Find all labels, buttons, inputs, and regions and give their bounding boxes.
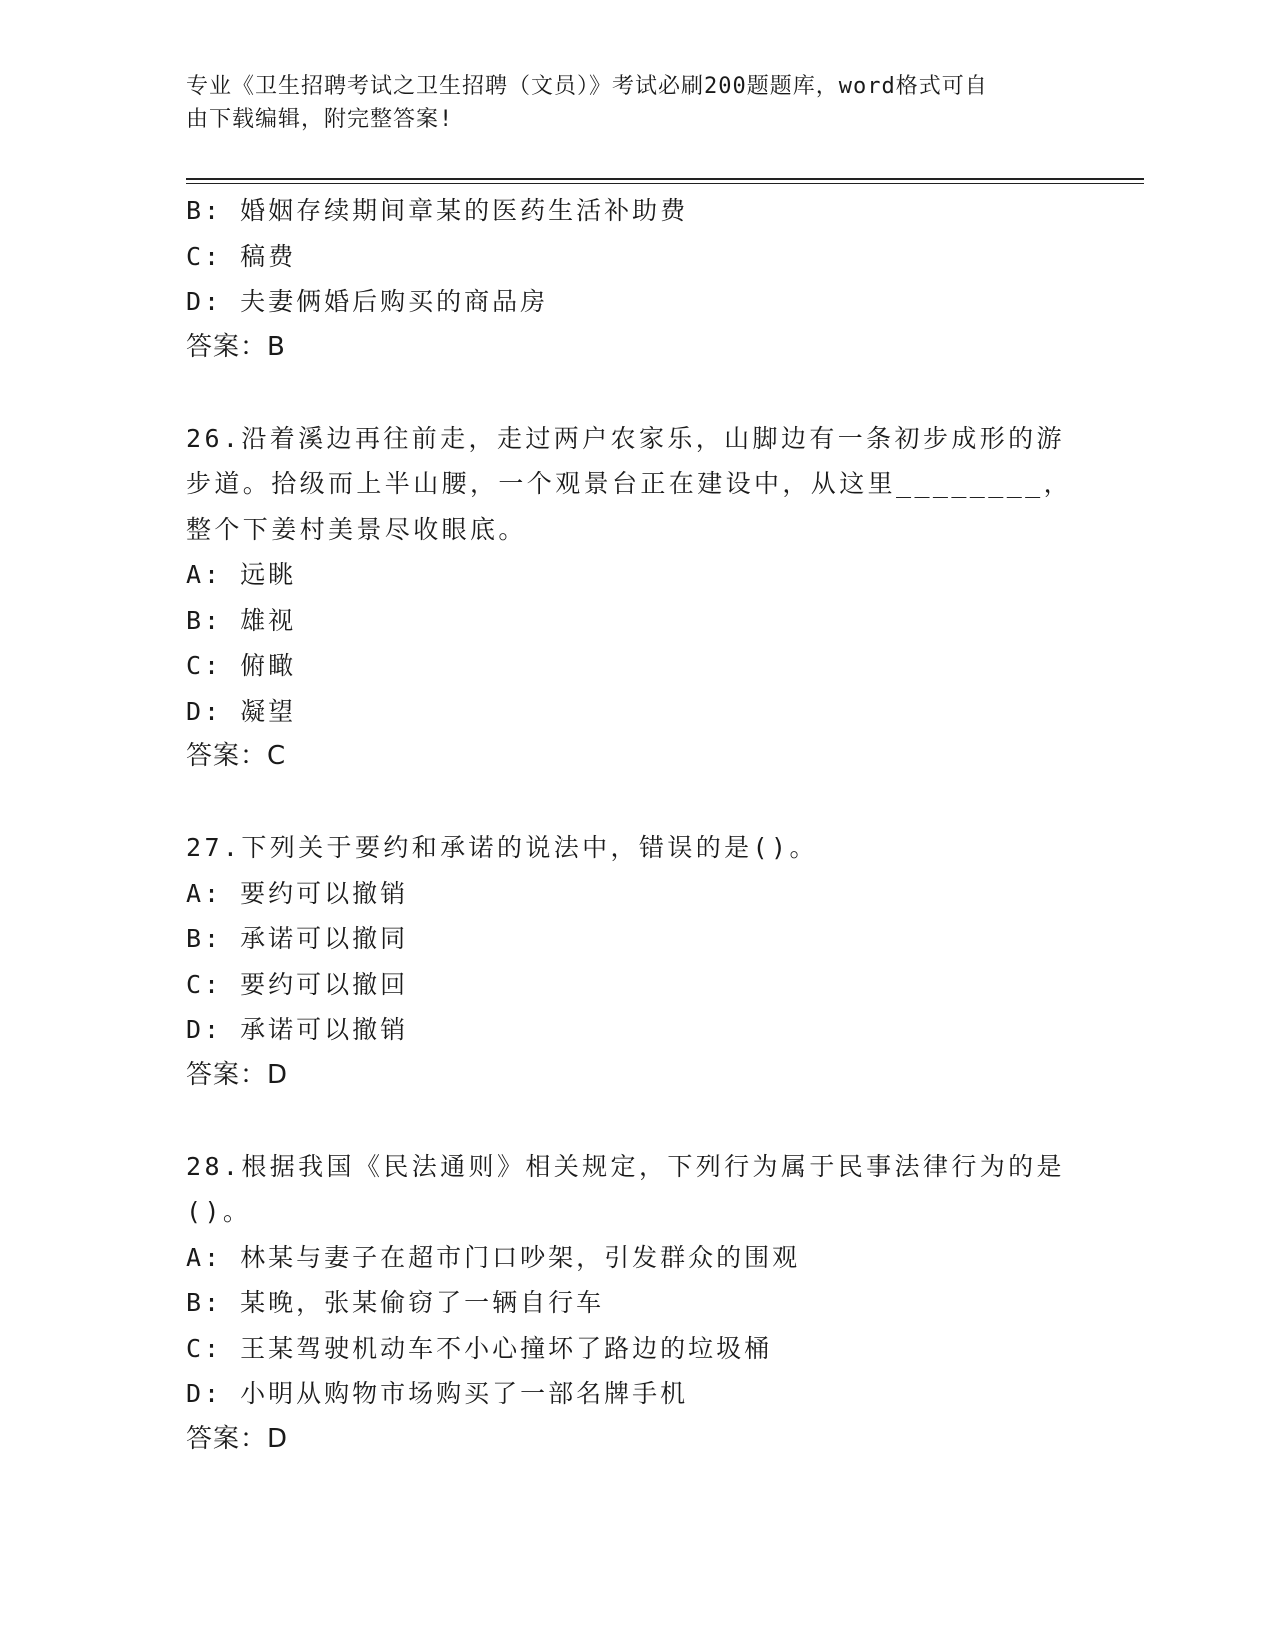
stem-line: 步道。拾级而上半山腰，一个观景台正在建设中，从这里________， <box>186 469 1073 498</box>
option-a: A: 林某与妻子在超市门口吵架，引发群众的围观 <box>186 1242 801 1272</box>
option-a: A: 远眺 <box>186 560 297 589</box>
option-a: A: 要约可以撤销 <box>186 878 409 908</box>
option-b: B: 雄视 <box>186 605 297 635</box>
option-d: D: 夫妻俩婚后购买的商品房 <box>186 287 549 316</box>
answer-line: 答案：B <box>186 331 286 362</box>
document-header <box>186 70 1086 136</box>
option-c: C: 稿费 <box>186 241 297 271</box>
stem-line: ()。 <box>186 1197 252 1226</box>
option-c: C: 要约可以撤回 <box>186 969 409 999</box>
option-c: C: 俯瞰 <box>186 651 297 680</box>
option-b: B: 婚姻存续期间章某的医药生活补助费 <box>186 196 689 225</box>
option-d: D: 承诺可以撤销 <box>186 1015 409 1044</box>
header-line-2: 由下载编辑，附完整答案! <box>186 107 454 132</box>
answer-line: 答案：D <box>186 1423 289 1454</box>
question-stem <box>186 416 1086 553</box>
header-divider-thin <box>186 183 1144 184</box>
question-stem <box>186 1144 1086 1235</box>
option-b: B: 承诺可以撤同 <box>186 924 409 953</box>
option-d: D: 小明从购物市场购买了一部名牌手机 <box>186 1379 689 1408</box>
stem-line: 整个下姜村美景尽收眼底。 <box>186 514 527 544</box>
stem-line: 27.下列关于要约和承诺的说法中，错误的是()。 <box>186 833 818 862</box>
stem-line: 26.沿着溪边再往前走，走过两户农家乐，山脚边有一条初步成形的游 <box>186 423 1065 453</box>
header-divider-thick <box>186 178 1144 180</box>
question-28 <box>186 1144 1086 1463</box>
option-d: D: 凝望 <box>186 696 297 726</box>
question-list <box>186 188 1086 1462</box>
answer-line: 答案：C <box>186 741 287 771</box>
stem-line: 28.根据我国《民法通则》相关规定，下列行为属于民事法律行为的是 <box>186 1151 1065 1181</box>
answer-line: 答案：D <box>186 1059 289 1090</box>
question-stem <box>186 825 1086 871</box>
question-27 <box>186 825 1086 1098</box>
question-26 <box>186 416 1086 780</box>
option-b: B: 某晚，张某偷窃了一辆自行车 <box>186 1288 605 1317</box>
header-line-1: 专业《卫生招聘考试之卫生招聘（文员）》考试必刷200题题库，word格式可自 <box>186 74 988 99</box>
previous-question-tail <box>186 188 1086 370</box>
option-c: C: 王某驾驶机动车不小心撞坏了路边的垃圾桶 <box>186 1333 773 1363</box>
